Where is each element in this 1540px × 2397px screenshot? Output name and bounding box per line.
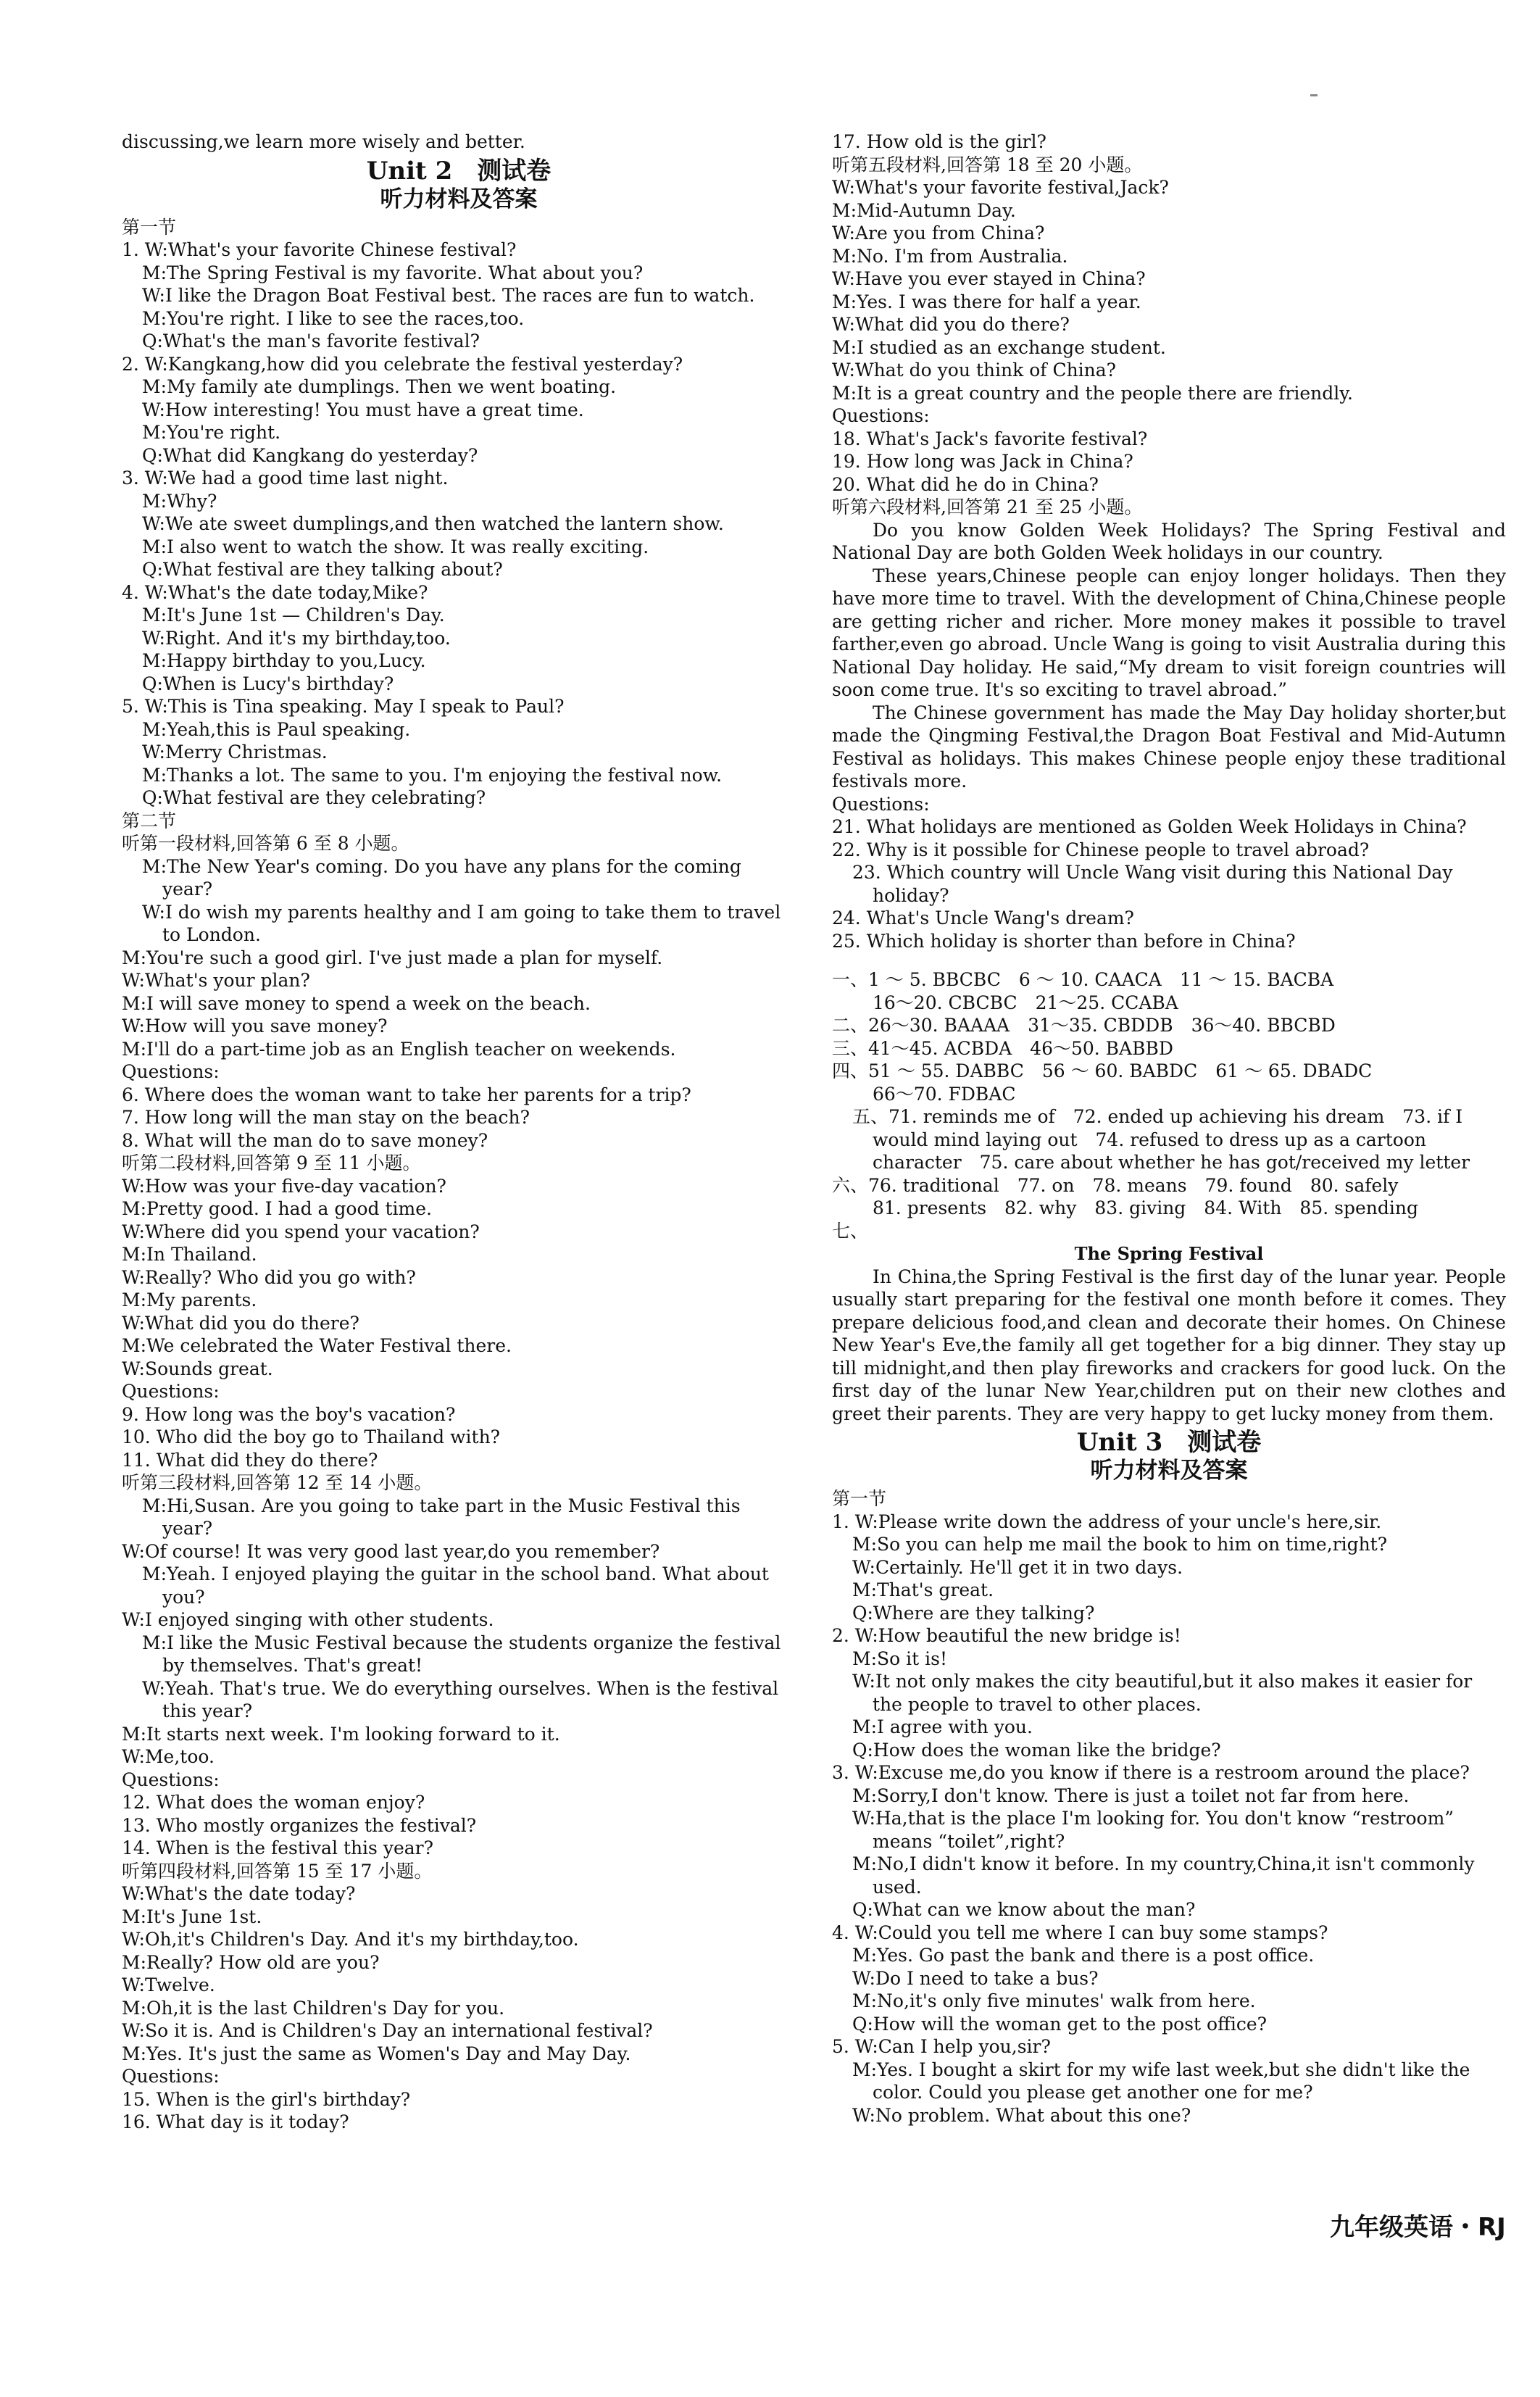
- right-line: M:Sorry,I don't know. There is just a toilet not far from here.: [852, 1785, 1410, 1806]
- left-line: 12. What does the woman enjoy?: [122, 1792, 425, 1813]
- right-line: 二、26～30. BAAAA 31～35. CBDDB 36～40. BBCBD: [832, 1015, 1336, 1036]
- right-line: 1. W:Please write down the address of your uncle's here,sir.: [832, 1511, 1382, 1532]
- page-footer: 九年级英语・RJ: [1330, 2213, 1506, 2242]
- left-line: W:I do wish my parents healthy and I am going to take them to travel to London.: [142, 901, 781, 945]
- right-line: M:Yes. I bought a skirt for my wife last week,but she didn't like the color. Could you please get another one for me?: [852, 2059, 1470, 2103]
- right-line: W:What did you do there?: [832, 314, 1070, 335]
- left-line: Q:What festival are they talking about?: [142, 559, 503, 580]
- right-line: [832, 952, 1506, 968]
- left-line: 10. Who did the boy go to Thailand with?: [122, 1426, 501, 1447]
- left-line: 7. How long will the man stay on the beach?: [122, 1107, 530, 1128]
- right-line: Questions:: [832, 793, 930, 815]
- left-line: 14. When is the festival this year?: [122, 1837, 433, 1858]
- left-line: W:Merry Christmas.: [142, 741, 328, 763]
- left-line: W:How will you save money?: [122, 1015, 388, 1037]
- left-line: M:Oh,it is the last Children's Day for you.: [122, 1997, 505, 2019]
- right-line: 81. presents 82. why 83. giving 84. With 85. spending: [873, 1197, 1418, 1218]
- right-line: 24. What's Uncle Wang's dream?: [832, 907, 1134, 929]
- left-line: W:Me,too.: [122, 1746, 215, 1767]
- left-line: M:Pretty good. I had a good time.: [122, 1198, 432, 1219]
- left-line: M:I like the Music Festival because the students organize the festival by themselves. That's great!: [142, 1632, 781, 1676]
- left-line: 13. Who mostly organizes the festival?: [122, 1814, 477, 1836]
- right-line: 21. What holidays are mentioned as Golden Week Holidays in China?: [832, 816, 1467, 837]
- left-line: discussing,we learn more wisely and better.: [122, 131, 525, 152]
- left-line: W:Right. And it's my birthday,too.: [142, 627, 451, 649]
- left-line: 听第四段材料,回答第 15 至 17 小题。: [122, 1860, 433, 1882]
- right-line: Unit 3 测试卷: [1076, 1428, 1262, 1457]
- left-line: Q:What's the man's favorite festival?: [142, 331, 480, 352]
- left-line: Questions:: [122, 1061, 220, 1082]
- right-line: Q:How does the woman like the bridge?: [852, 1739, 1221, 1761]
- right-line: W:Do I need to take a bus?: [852, 1967, 1099, 1989]
- left-line: M:Hi,Susan. Are you going to take part in the Music Festival this year?: [142, 1495, 741, 1539]
- right-line: M:Mid-Autumn Day.: [832, 199, 1016, 221]
- right-line: 20. What did he do in China?: [832, 473, 1099, 495]
- left-line: Questions:: [122, 1381, 220, 1402]
- left-line: M:Yes. It's just the same as Women's Day and May Day.: [122, 2043, 631, 2064]
- left-line: W:Where did you spend your vacation?: [122, 1221, 480, 1242]
- right-line: 19. How long was Jack in China?: [832, 451, 1133, 472]
- left-line: 15. When is the girl's birthday?: [122, 2088, 411, 2110]
- left-line: 3. W:We had a good time last night.: [122, 468, 449, 489]
- left-line: W:Yeah. That's true. We do everything ourselves. When is the festival this year?: [142, 1677, 779, 1721]
- left-line: 6. Where does the woman want to take her parents for a trip?: [122, 1084, 691, 1105]
- right-line: 25. Which holiday is shorter than before in China?: [832, 930, 1296, 952]
- right-line: 五、71. reminds me of 72. ended up achieving his dream 73. if I would mind laying out 74. refused to dress up as a cartoon character 75. care about whether he has got/received my letter: [852, 1106, 1470, 1173]
- left-line: 听第一段材料,回答第 6 至 8 小题。: [122, 833, 409, 854]
- left-line: M:The Spring Festival is my favorite. What about you?: [142, 262, 644, 283]
- right-line: W:It not only makes the city beautiful,but it also makes it easier for the people to travel to other places.: [852, 1671, 1473, 1715]
- left-line: W:Twelve.: [122, 1974, 215, 1995]
- right-line: 18. What's Jack's favorite festival?: [832, 428, 1148, 449]
- left-line: W:So it is. And is Children's Day an international festival?: [122, 2020, 653, 2041]
- left-column: [122, 130, 796, 2134]
- right-line: In China,the Spring Festival is the first day of the lunar year. People usually start preparing for the festival one month before it comes. They prepare delicious food,and clean and decorate their homes. On Chinese New Year's Eve,the family all get together for a big dinner. They stay up till midnight,and then play fireworks and crackers for good luck. On the first day of the lunar New Year,children put on their new clothes and greet their parents. They are very happy to get lucky money from them.: [832, 1266, 1506, 1424]
- left-line: W:I like the Dragon Boat Festival best. The races are fun to watch.: [142, 285, 755, 306]
- left-line: W:What's the date today?: [122, 1883, 356, 1904]
- right-line: 四、51 ～ 55. DABBC 56 ～ 60. BABDC 61 ～ 65. DBADC: [832, 1060, 1373, 1081]
- left-line: 5. W:This is Tina speaking. May I speak to Paul?: [122, 696, 565, 717]
- right-column: [832, 130, 1506, 2127]
- right-line: M:That's great.: [852, 1579, 994, 1600]
- right-line: 5. W:Can I help you,sir?: [832, 2036, 1051, 2057]
- left-line: Questions:: [122, 1769, 220, 1790]
- left-line: Q:When is Lucy's birthday?: [142, 673, 394, 694]
- left-line: M:We celebrated the Water Festival there.: [122, 1335, 512, 1356]
- left-line: 11. What did they do there?: [122, 1449, 378, 1471]
- right-line: M:Yes. I was there for half a year.: [832, 291, 1141, 312]
- right-line: W:What's your favorite festival,Jack?: [832, 177, 1169, 198]
- left-line: M:Yeah. I enjoyed playing the guitar in the school band. What about you?: [142, 1563, 769, 1608]
- right-line: 听第五段材料,回答第 18 至 20 小题。: [832, 154, 1143, 175]
- right-line: 22. Why is it possible for Chinese people to travel abroad?: [832, 839, 1370, 860]
- right-line: Questions:: [832, 405, 930, 426]
- right-line: W:What do you think of China?: [832, 360, 1117, 381]
- scan-mark: [1310, 94, 1318, 96]
- right-line: M:I studied as an exchange student.: [832, 336, 1166, 358]
- right-line: 23. Which country will Uncle Wang visit during this National Day holiday?: [852, 862, 1453, 906]
- left-line: M:I will save money to spend a week on the beach.: [122, 992, 591, 1014]
- right-line: M:No,it's only five minutes' walk from here.: [852, 1990, 1256, 2011]
- left-line: 1. W:What's your favorite Chinese festival?: [122, 239, 517, 260]
- right-line: Q:What can we know about the man?: [852, 1899, 1196, 1920]
- left-line: M:My parents.: [122, 1289, 257, 1310]
- right-line: 六、76. traditional 77. on 78. means 79. found 80. safely: [832, 1174, 1399, 1196]
- left-line: W:What did you do there?: [122, 1312, 359, 1334]
- right-line: 第一节: [832, 1488, 887, 1509]
- right-line: Q:How will the woman get to the post office?: [852, 2013, 1268, 2035]
- left-line: W:How interesting! You must have a great time.: [142, 399, 584, 420]
- left-line: M:You're such a good girl. I've just made a plan for myself.: [122, 947, 663, 968]
- left-line: Q:What festival are they celebrating?: [142, 787, 486, 808]
- left-line: M:You're right. I like to see the races,too.: [142, 307, 525, 329]
- right-line: M:Yes. Go past the bank and there is a post office.: [852, 1945, 1315, 1966]
- left-line: M:I'll do a part-time job as an English teacher on weekends.: [122, 1038, 676, 1060]
- left-line: W:We ate sweet dumplings,and then watched the lantern show.: [142, 513, 724, 534]
- right-line: M:So it is!: [852, 1648, 948, 1669]
- right-line: M:I agree with you.: [852, 1716, 1033, 1737]
- left-line: W:Really? Who did you go with?: [122, 1266, 416, 1288]
- right-line: W:No problem. What about this one?: [852, 2104, 1191, 2126]
- left-line: Q:What did Kangkang do yesterday?: [142, 444, 478, 466]
- left-line: W:I enjoyed singing with other students.: [122, 1609, 494, 1630]
- right-line: 2. W:How beautiful the new bridge is!: [832, 1625, 1181, 1646]
- left-line: 第二节: [122, 810, 177, 831]
- left-line: M:Thanks a lot. The same to you. I'm enjoying the festival now.: [142, 764, 723, 786]
- right-line: M:No. I'm from Australia.: [832, 245, 1068, 267]
- right-line: W:Ha,that is the place I'm looking for. You don't know “restroom” means “toilet”,right?: [852, 1808, 1454, 1852]
- left-line: Unit 2 测试卷: [366, 156, 552, 186]
- left-line: 2. W:Kangkang,how did you celebrate the festival yesterday?: [122, 353, 683, 375]
- right-line: These years,Chinese people can enjoy longer holidays. Then they have more time to travel. With the development of China,Chinese people are getting richer and richer. More money makes it possible to travel farther,even go abroad. Uncle Wang is going to visit Australia during this National Day holiday. He said,“My dream to visit foreign countries will soon come true. It's so exciting to travel abroad.”: [832, 565, 1506, 700]
- right-line: Q:Where are they talking?: [852, 1602, 1095, 1624]
- left-line: W:What's your plan?: [122, 970, 310, 991]
- right-line: 17. How old is the girl?: [832, 131, 1046, 152]
- left-line: M:My family ate dumplings. Then we went boating.: [142, 376, 617, 397]
- right-line: M:So you can help me mail the book to him on time,right?: [852, 1534, 1388, 1555]
- right-line: M:No,I didn't know it before. In my country,China,it isn't commonly used.: [852, 1853, 1475, 1898]
- left-line: 听第二段材料,回答第 9 至 11 小题。: [122, 1152, 421, 1173]
- left-line: 4. W:What's the date today,Mike?: [122, 581, 428, 603]
- left-line: M:Yeah,this is Paul speaking.: [142, 718, 411, 740]
- right-line: W:Have you ever stayed in China?: [832, 268, 1146, 289]
- left-line: 第一节: [122, 216, 177, 238]
- right-line: 4. W:Could you tell me where I can buy some stamps?: [832, 1922, 1328, 1943]
- right-line: The Chinese government has made the May Day holiday shorter,but made the Qingming Festival,the Dragon Boat Festival and Mid-Autumn Festival as holidays. This makes Chinese people enjoy these traditional festivals more.: [832, 702, 1506, 792]
- right-line: 听力材料及答案: [1090, 1458, 1248, 1484]
- left-line: M:It's June 1st — Children's Day.: [142, 605, 445, 626]
- left-line: W:Sounds great.: [122, 1358, 273, 1379]
- left-line: Questions:: [122, 2066, 220, 2087]
- right-line: The Spring Festival: [1074, 1243, 1264, 1264]
- left-line: M:The New Year's coming. Do you have any plans for the coming year?: [142, 855, 741, 900]
- left-line: M:I also went to watch the show. It was really exciting.: [142, 536, 649, 557]
- left-line: 8. What will the man do to save money?: [122, 1129, 488, 1151]
- left-line: W:Oh,it's Children's Day. And it's my birthday,too.: [122, 1929, 579, 1950]
- left-line: 听力材料及答案: [380, 186, 538, 212]
- left-line: M:In Thailand.: [122, 1244, 257, 1265]
- left-line: W:Of course! It was very good last year,do you remember?: [122, 1540, 660, 1562]
- left-line: M:You're right.: [142, 422, 281, 443]
- right-line: W:Are you from China?: [832, 223, 1045, 244]
- left-line: M:Why?: [142, 490, 217, 512]
- left-line: 9. How long was the boy's vacation?: [122, 1403, 456, 1425]
- right-line: 66～70. FDBAC: [873, 1083, 1016, 1105]
- left-line: W:How was your five-day vacation?: [122, 1175, 446, 1197]
- right-line: M:It is a great country and the people there are friendly.: [832, 382, 1353, 404]
- right-line: 三、41～45. ACBDA 46～50. BABBD: [832, 1037, 1173, 1059]
- right-line: 16～20. CBCBC 21～25. CCABA: [873, 992, 1178, 1013]
- left-line: M:Really? How old are you?: [122, 1951, 380, 1973]
- left-line: 16. What day is it today?: [122, 2111, 349, 2132]
- left-line: M:Happy birthday to you,Lucy.: [142, 650, 426, 671]
- right-line: W:Certainly. He'll get it in two days.: [852, 1556, 1183, 1578]
- left-line: M:It starts next week. I'm looking forward to it.: [122, 1723, 560, 1745]
- left-line: M:It's June 1st.: [122, 1906, 262, 1927]
- right-line: 一、1 ～ 5. BBCBC 6 ～ 10. CAACA 11 ～ 15. BACBA: [832, 969, 1334, 990]
- right-line: 3. W:Excuse me,do you know if there is a restroom around the place?: [832, 1762, 1470, 1783]
- left-line: 听第三段材料,回答第 12 至 14 小题。: [122, 1472, 433, 1493]
- right-line: Do you know Golden Week Holidays? The Spring Festival and National Day are both Golden Week holidays in our country.: [832, 519, 1506, 563]
- right-line: 七、: [832, 1220, 869, 1242]
- right-line: 听第六段材料,回答第 21 至 25 小题。: [832, 497, 1143, 518]
